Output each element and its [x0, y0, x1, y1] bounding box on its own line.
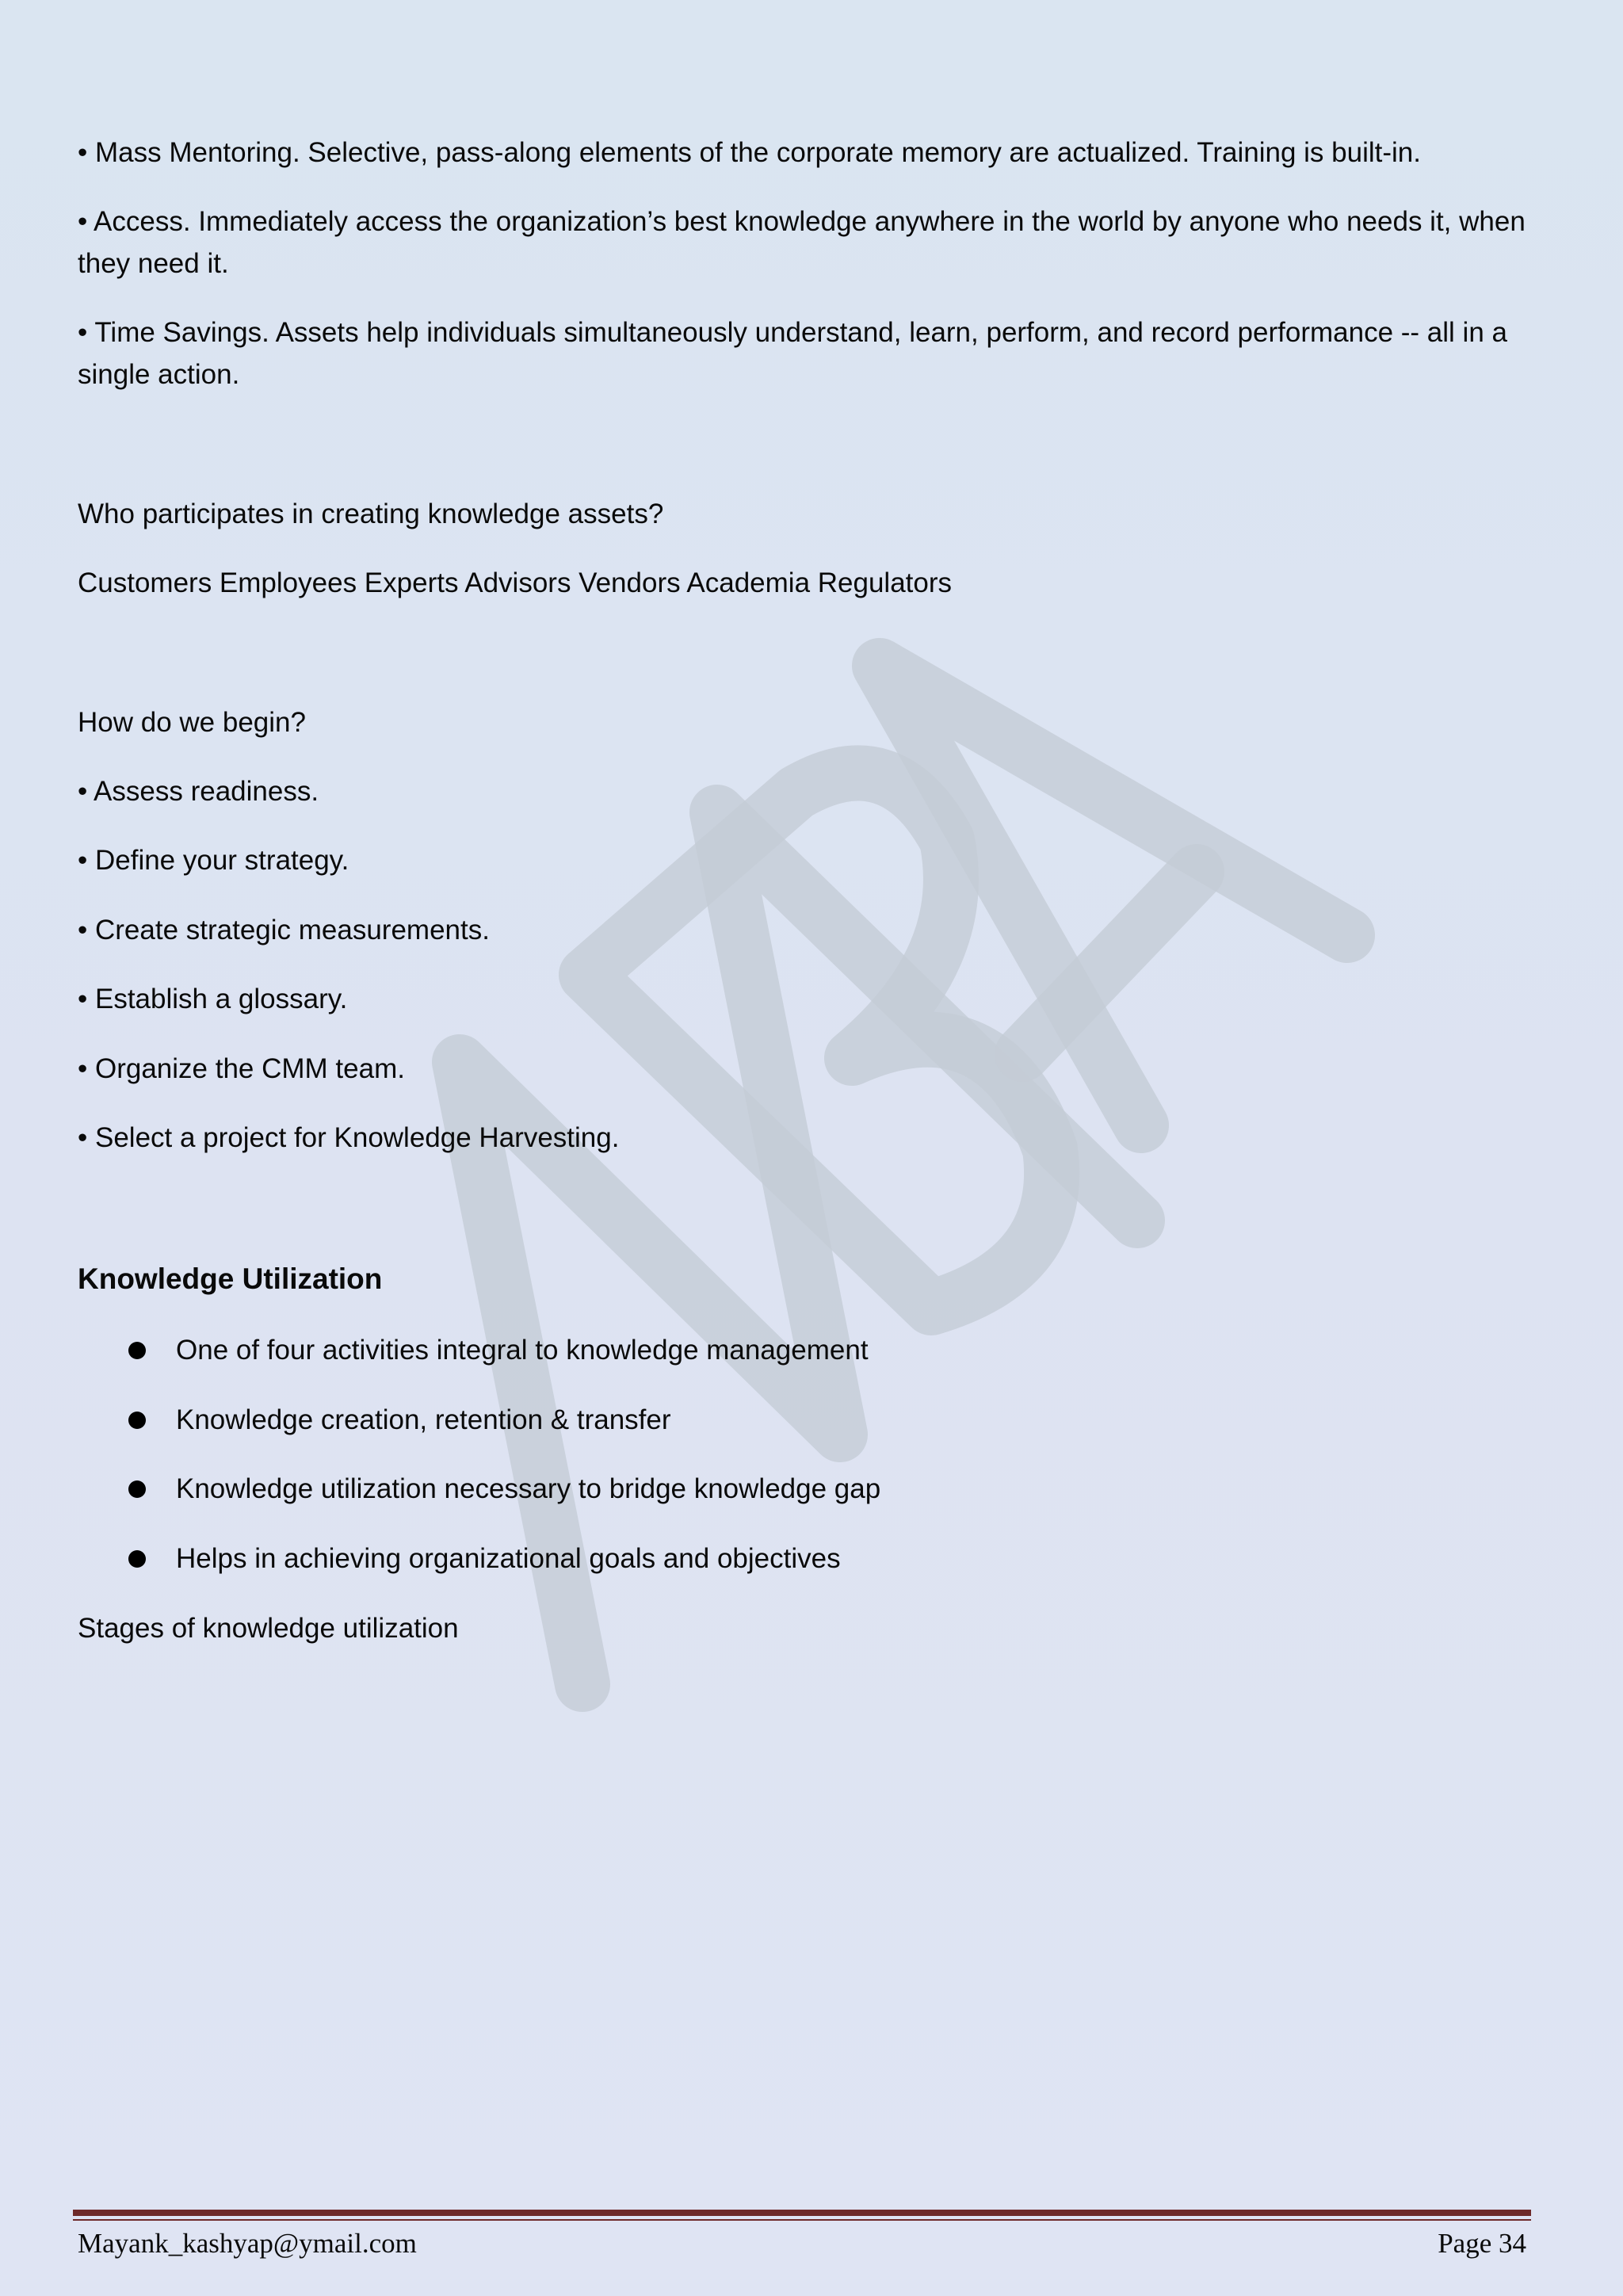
list-item-text: Knowledge utilization necessary to bridge knowledge gap: [176, 1473, 881, 1504]
list-item: [127, 1538, 1474, 1580]
begin-step: • Organize the CMM team.: [78, 1053, 405, 1084]
participants-answer: Customers Employees Experts Advisors Vendors Academia Regulators: [78, 567, 953, 598]
footer-divider-thin: [73, 2219, 1531, 2221]
footer-divider: [73, 2210, 1531, 2216]
begin-step: • Create strategic measurements.: [78, 915, 490, 946]
list-item: [127, 1468, 1474, 1510]
intro-item-mass-mentoring: • Mass Mentoring. Selective, pass-along elements of the corporate memory are actualized. Training is built-in.: [78, 137, 1421, 168]
section-heading: Knowledge Utilization: [78, 1263, 383, 1295]
bullet-icon: [128, 1550, 146, 1568]
watermark-letter-a-bar: [1022, 872, 1197, 1054]
intro-item-access: • Access. Immediately access the organization’s best knowledge anywhere in the world by anyone who needs it, when they need it.: [78, 206, 1526, 279]
list-item: [127, 1399, 1474, 1441]
bullet-icon: [128, 1480, 146, 1498]
list-item-text: Helps in achieving organizational goals and objectives: [176, 1543, 841, 1574]
list-item-text: Knowledge creation, retention & transfer: [176, 1404, 671, 1435]
begin-question: How do we begin?: [78, 707, 306, 738]
bullet-icon: [128, 1412, 146, 1429]
begin-step: • Select a project for Knowledge Harvesting.: [78, 1122, 620, 1153]
begin-step: • Establish a glossary.: [78, 984, 348, 1014]
participants-question: Who participates in creating knowledge assets?: [78, 499, 664, 529]
footer-email: Mayank_kashyap@ymail.com: [78, 2228, 417, 2259]
begin-step: • Define your strategy.: [78, 845, 349, 876]
begin-step: • Assess readiness.: [78, 776, 319, 807]
stages-label: Stages of knowledge utilization: [78, 1613, 459, 1644]
list-item-text: One of four activities integral to knowledge management: [176, 1335, 869, 1366]
bullet-icon: [128, 1342, 146, 1359]
intro-item-time-savings: • Time Savings. Assets help individuals simultaneously understand, learn, perform, and record performance -- all in a single action.: [78, 317, 1507, 390]
list-item: [127, 1329, 1474, 1371]
footer-page-number: Page 34: [1438, 2228, 1526, 2259]
